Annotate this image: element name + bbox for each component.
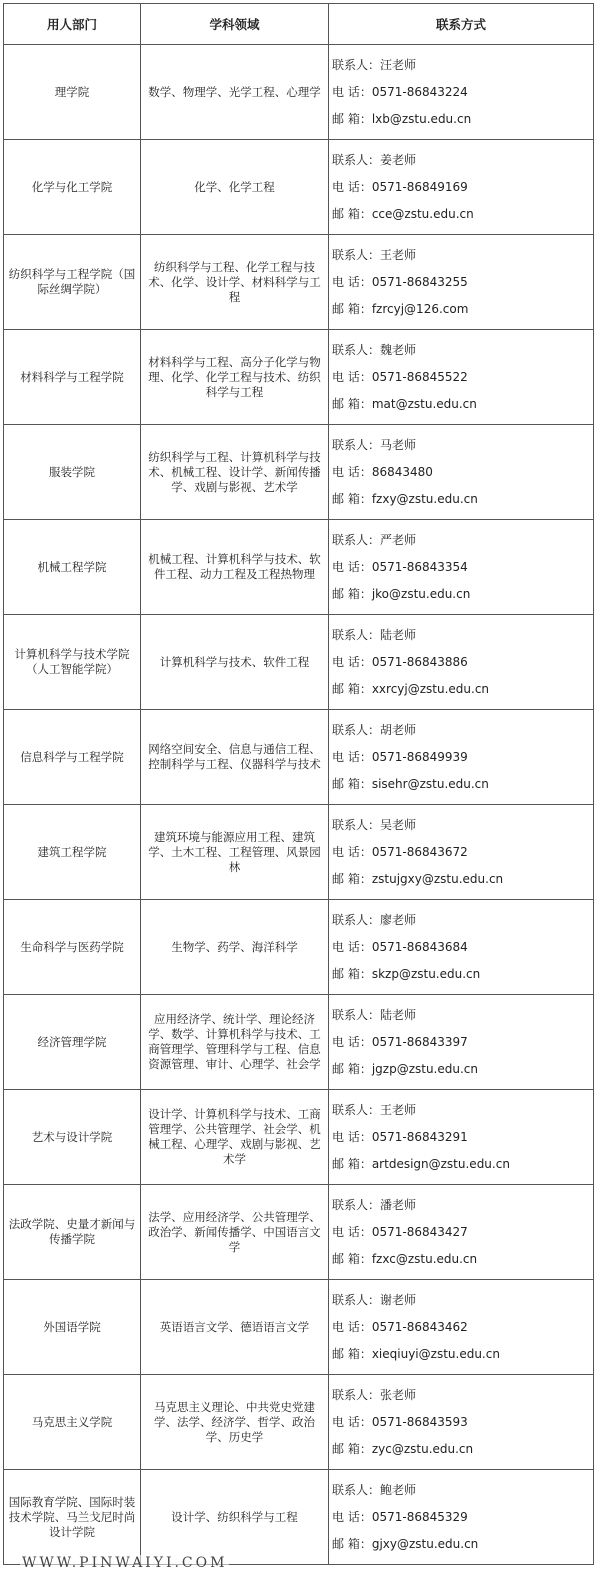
- field-cell: 应用经济学、统计学、理论经济学、数学、计算机科学与技术、工商管理学、管理科学与工程、信息资源管理、审计、心理学、社会学: [141, 995, 329, 1090]
- field-cell: 纺织科学与工程、化学工程与技术、化学、设计学、材料科学与工程: [141, 235, 329, 330]
- table-row: [4, 1280, 594, 1375]
- table-row: [4, 615, 594, 710]
- phone-label: 电 话：: [332, 369, 372, 384]
- contact-cell: [329, 1280, 594, 1375]
- department-cell: 计算机科学与技术学院（人工智能学院）: [4, 615, 141, 710]
- recruitment-table: [3, 3, 594, 1565]
- email-label: 邮 箱：: [332, 681, 372, 696]
- phone-label: 电 话：: [332, 1224, 372, 1239]
- contact-label: 联系人：: [332, 342, 381, 357]
- email-address[interactable]: gjxy@zstu.edu.cn: [371, 1536, 479, 1551]
- phone-label: 电 话：: [332, 1414, 372, 1429]
- email-line: [332, 1436, 590, 1463]
- email-label: 邮 箱：: [332, 396, 372, 411]
- phone-number: 0571-86845522: [371, 369, 468, 384]
- email-address[interactable]: xxrcyj@zstu.edu.cn: [371, 681, 490, 696]
- email-line: [332, 106, 590, 133]
- table-row: [4, 425, 594, 520]
- phone-number: 0571-86843427: [371, 1224, 468, 1239]
- table-row: [4, 330, 594, 425]
- email-address[interactable]: artdesign@zstu.edu.cn: [371, 1156, 510, 1171]
- contact-person-line: [332, 812, 590, 839]
- contact-person: 潘老师: [380, 1197, 417, 1212]
- table-row: [4, 1185, 594, 1280]
- email-line: [332, 201, 590, 228]
- contact-label: 联系人：: [332, 627, 381, 642]
- table-row: [4, 1090, 594, 1185]
- email-line: [332, 1531, 590, 1558]
- email-label: 邮 箱：: [332, 586, 372, 601]
- phone-line: [332, 1124, 590, 1151]
- table-header-row: [4, 4, 594, 45]
- phone-line: [332, 364, 590, 391]
- field-cell: 法学、应用经济学、公共管理学、政治学、新闻传播学、中国语言文学: [141, 1185, 329, 1280]
- phone-line: [332, 269, 590, 296]
- contact-person: 鲍老师: [380, 1482, 417, 1497]
- department-cell: 法政学院、史量才新闻与传播学院: [4, 1185, 141, 1280]
- email-line: [332, 391, 590, 418]
- phone-label: 电 话：: [332, 939, 372, 954]
- phone-label: 电 话：: [332, 274, 372, 289]
- field-cell: 机械工程、计算机科学与技术、软件工程、动力工程及工程热物理: [141, 520, 329, 615]
- contact-cell: [329, 995, 594, 1090]
- table-row: [4, 140, 594, 235]
- phone-line: [332, 839, 590, 866]
- email-address[interactable]: skzp@zstu.edu.cn: [371, 966, 481, 981]
- phone-line: [332, 79, 590, 106]
- phone-number: 0571-86843672: [371, 844, 468, 859]
- email-address[interactable]: jgzp@zstu.edu.cn: [371, 1061, 478, 1076]
- table-row: [4, 710, 594, 805]
- table-row: [4, 235, 594, 330]
- contact-person-line: [332, 242, 590, 269]
- contact-person: 姜老师: [380, 152, 417, 167]
- email-address[interactable]: cce@zstu.edu.cn: [371, 206, 474, 221]
- table-row: [4, 995, 594, 1090]
- phone-number: 0571-86843593: [371, 1414, 468, 1429]
- phone-number: 0571-86843684: [371, 939, 468, 954]
- email-address[interactable]: lxb@zstu.edu.cn: [371, 111, 472, 126]
- contact-cell: [329, 900, 594, 995]
- contact-label: 联系人：: [332, 817, 381, 832]
- email-line: [332, 1151, 590, 1178]
- contact-person: 魏老师: [380, 342, 417, 357]
- phone-line: [332, 459, 590, 486]
- contact-label: 联系人：: [332, 247, 381, 262]
- department-cell: 机械工程学院: [4, 520, 141, 615]
- department-cell: 建筑工程学院: [4, 805, 141, 900]
- field-cell: 计算机科学与技术、软件工程: [141, 615, 329, 710]
- email-label: 邮 箱：: [332, 966, 372, 981]
- phone-line: [332, 744, 590, 771]
- contact-person-line: [332, 907, 590, 934]
- email-line: [332, 581, 590, 608]
- phone-number: 0571-86845329: [371, 1509, 468, 1524]
- contact-person: 陆老师: [380, 627, 417, 642]
- field-cell: 英语语言文学、德语语言文学: [141, 1280, 329, 1375]
- department-cell: 理学院: [4, 45, 141, 140]
- email-line: [332, 866, 590, 893]
- contact-person-line: [332, 1192, 590, 1219]
- phone-line: [332, 1409, 590, 1436]
- table-row: [4, 1470, 594, 1565]
- field-cell: 设计学、纺织科学与工程: [141, 1470, 329, 1565]
- contact-person-line: [332, 1287, 590, 1314]
- contact-person-line: [332, 527, 590, 554]
- department-cell: 纺织科学与工程学院（国际丝绸学院）: [4, 235, 141, 330]
- contact-person: 胡老师: [380, 722, 417, 737]
- email-line: [332, 961, 590, 988]
- department-cell: 服装学院: [4, 425, 141, 520]
- contact-person: 廖老师: [380, 912, 417, 927]
- phone-label: 电 话：: [332, 1129, 372, 1144]
- phone-line: [332, 1219, 590, 1246]
- email-address[interactable]: zyc@zstu.edu.cn: [371, 1441, 474, 1456]
- email-line: [332, 296, 590, 323]
- contact-cell: [329, 1375, 594, 1470]
- email-address[interactable]: zstujgxy@zstu.edu.cn: [371, 871, 504, 886]
- contact-cell: [329, 1090, 594, 1185]
- department-cell: 信息科学与工程学院: [4, 710, 141, 805]
- phone-label: 电 话：: [332, 1509, 372, 1524]
- contact-cell: [329, 520, 594, 615]
- department-cell: 材料科学与工程学院: [4, 330, 141, 425]
- table-row: [4, 1375, 594, 1470]
- phone-number: 0571-86843397: [371, 1034, 468, 1049]
- contact-person: 谢老师: [380, 1292, 417, 1307]
- phone-number: 86843480: [371, 464, 433, 479]
- email-address[interactable]: mat@zstu.edu.cn: [371, 396, 477, 411]
- contact-person: 陆老师: [380, 1007, 417, 1022]
- department-cell: 经济管理学院: [4, 995, 141, 1090]
- contact-cell: [329, 1185, 594, 1280]
- contact-person: 马老师: [380, 437, 417, 452]
- email-line: [332, 1341, 590, 1368]
- phone-label: 电 话：: [332, 1319, 372, 1334]
- contact-person: 王老师: [380, 1102, 417, 1117]
- table-row: [4, 520, 594, 615]
- phone-number: 0571-86843255: [371, 274, 468, 289]
- contact-cell: [329, 330, 594, 425]
- email-address[interactable]: fzxc@zstu.edu.cn: [371, 1251, 478, 1266]
- contact-person-line: [332, 1382, 590, 1409]
- email-label: 邮 箱：: [332, 871, 372, 886]
- field-cell: 材料科学与工程、高分子化学与物理、化学、化学工程与技术、纺织科学与工程: [141, 330, 329, 425]
- contact-person-line: [332, 432, 590, 459]
- email-line: [332, 771, 590, 798]
- table-row: [4, 45, 594, 140]
- phone-label: 电 话：: [332, 179, 372, 194]
- email-label: 邮 箱：: [332, 1441, 372, 1456]
- email-label: 邮 箱：: [332, 491, 372, 506]
- phone-label: 电 话：: [332, 1034, 372, 1049]
- contact-person: 严老师: [380, 532, 417, 547]
- table-row: [4, 805, 594, 900]
- contact-person: 王老师: [380, 247, 417, 262]
- contact-person-line: [332, 622, 590, 649]
- email-address[interactable]: fzxy@zstu.edu.cn: [371, 491, 478, 506]
- department-cell: 国际教育学院、国际时装技术学院、马兰戈尼时尚设计学院: [4, 1470, 141, 1565]
- contact-cell: [329, 235, 594, 330]
- email-line: [332, 1056, 590, 1083]
- email-address[interactable]: jko@zstu.edu.cn: [371, 586, 471, 601]
- contact-label: 联系人：: [332, 532, 381, 547]
- email-line: [332, 1246, 590, 1273]
- department-cell: 化学与化工学院: [4, 140, 141, 235]
- phone-number: 0571-86843462: [371, 1319, 468, 1334]
- contact-cell: [329, 1470, 594, 1565]
- contact-cell: [329, 45, 594, 140]
- contact-person-line: [332, 52, 590, 79]
- contact-label: 联系人：: [332, 1292, 381, 1307]
- phone-line: [332, 934, 590, 961]
- contact-person-line: [332, 147, 590, 174]
- contact-cell: [329, 140, 594, 235]
- phone-number: 0571-86843354: [371, 559, 468, 574]
- field-cell: 建筑环境与能源应用工程、建筑学、土木工程、工程管理、风景园林: [141, 805, 329, 900]
- header-department: 用人部门: [4, 4, 141, 45]
- field-cell: 化学、化学工程: [141, 140, 329, 235]
- department-cell: 马克思主义学院: [4, 1375, 141, 1470]
- contact-person-line: [332, 1097, 590, 1124]
- contact-label: 联系人：: [332, 437, 381, 452]
- header-field: 学科领域: [141, 4, 329, 45]
- contact-label: 联系人：: [332, 722, 381, 737]
- contact-person-line: [332, 337, 590, 364]
- email-label: 邮 箱：: [332, 111, 372, 126]
- phone-line: [332, 1314, 590, 1341]
- phone-number: 0571-86843291: [371, 1129, 468, 1144]
- phone-label: 电 话：: [332, 464, 372, 479]
- email-label: 邮 箱：: [332, 301, 372, 316]
- email-line: [332, 676, 590, 703]
- contact-label: 联系人：: [332, 1197, 381, 1212]
- contact-label: 联系人：: [332, 1482, 381, 1497]
- department-cell: 艺术与设计学院: [4, 1090, 141, 1185]
- email-line: [332, 486, 590, 513]
- field-cell: 纺织科学与工程、计算机科学与技术、机械工程、设计学、新闻传播学、戏剧与影视、艺术学: [141, 425, 329, 520]
- contact-person: 吴老师: [380, 817, 417, 832]
- contact-cell: [329, 615, 594, 710]
- phone-line: [332, 649, 590, 676]
- phone-label: 电 话：: [332, 559, 372, 574]
- header-contact: 联系方式: [329, 4, 594, 45]
- email-label: 邮 箱：: [332, 1156, 372, 1171]
- phone-label: 电 话：: [332, 654, 372, 669]
- contact-label: 联系人：: [332, 57, 381, 72]
- contact-person-line: [332, 1477, 590, 1504]
- contact-cell: [329, 425, 594, 520]
- contact-label: 联系人：: [332, 1007, 381, 1022]
- contact-person-line: [332, 1002, 590, 1029]
- phone-label: 电 话：: [332, 84, 372, 99]
- phone-number: 0571-86849939: [371, 749, 468, 764]
- table-body: [4, 45, 594, 1565]
- table-row: [4, 900, 594, 995]
- email-label: 邮 箱：: [332, 776, 372, 791]
- contact-person-line: [332, 717, 590, 744]
- contact-cell: [329, 710, 594, 805]
- contact-label: 联系人：: [332, 1102, 381, 1117]
- field-cell: 设计学、计算机科学与技术、工商管理学、公共管理学、社会学、机械工程、心理学、戏剧与影视、艺术学: [141, 1090, 329, 1185]
- contact-label: 联系人：: [332, 912, 381, 927]
- contact-person: 张老师: [380, 1387, 417, 1402]
- phone-line: [332, 554, 590, 581]
- contact-label: 联系人：: [332, 152, 381, 167]
- watermark: WWW.PINWAIYI.COM: [22, 1555, 228, 1571]
- email-label: 邮 箱：: [332, 1251, 372, 1266]
- phone-number: 0571-86843886: [371, 654, 468, 669]
- contact-person: 汪老师: [380, 57, 417, 72]
- email-address[interactable]: fzrcyj@126.com: [371, 301, 469, 316]
- phone-label: 电 话：: [332, 844, 372, 859]
- phone-line: [332, 1029, 590, 1056]
- phone-number: 0571-86849169: [371, 179, 468, 194]
- phone-line: [332, 1504, 590, 1531]
- field-cell: 数学、物理学、光学工程、心理学: [141, 45, 329, 140]
- field-cell: 生物学、药学、海洋科学: [141, 900, 329, 995]
- contact-cell: [329, 805, 594, 900]
- phone-line: [332, 174, 590, 201]
- department-cell: 生命科学与医药学院: [4, 900, 141, 995]
- email-label: 邮 箱：: [332, 1346, 372, 1361]
- email-address[interactable]: xieqiuyi@zstu.edu.cn: [371, 1346, 500, 1361]
- email-label: 邮 箱：: [332, 1061, 372, 1076]
- phone-label: 电 话：: [332, 749, 372, 764]
- contact-label: 联系人：: [332, 1387, 381, 1402]
- email-address[interactable]: sisehr@zstu.edu.cn: [371, 776, 489, 791]
- field-cell: 网络空间安全、信息与通信工程、控制科学与工程、仪器科学与技术: [141, 710, 329, 805]
- department-cell: 外国语学院: [4, 1280, 141, 1375]
- email-label: 邮 箱：: [332, 1536, 372, 1551]
- email-label: 邮 箱：: [332, 206, 372, 221]
- field-cell: 马克思主义理论、中共党史党建学、法学、经济学、哲学、政治学、历史学: [141, 1375, 329, 1470]
- phone-number: 0571-86843224: [371, 84, 468, 99]
